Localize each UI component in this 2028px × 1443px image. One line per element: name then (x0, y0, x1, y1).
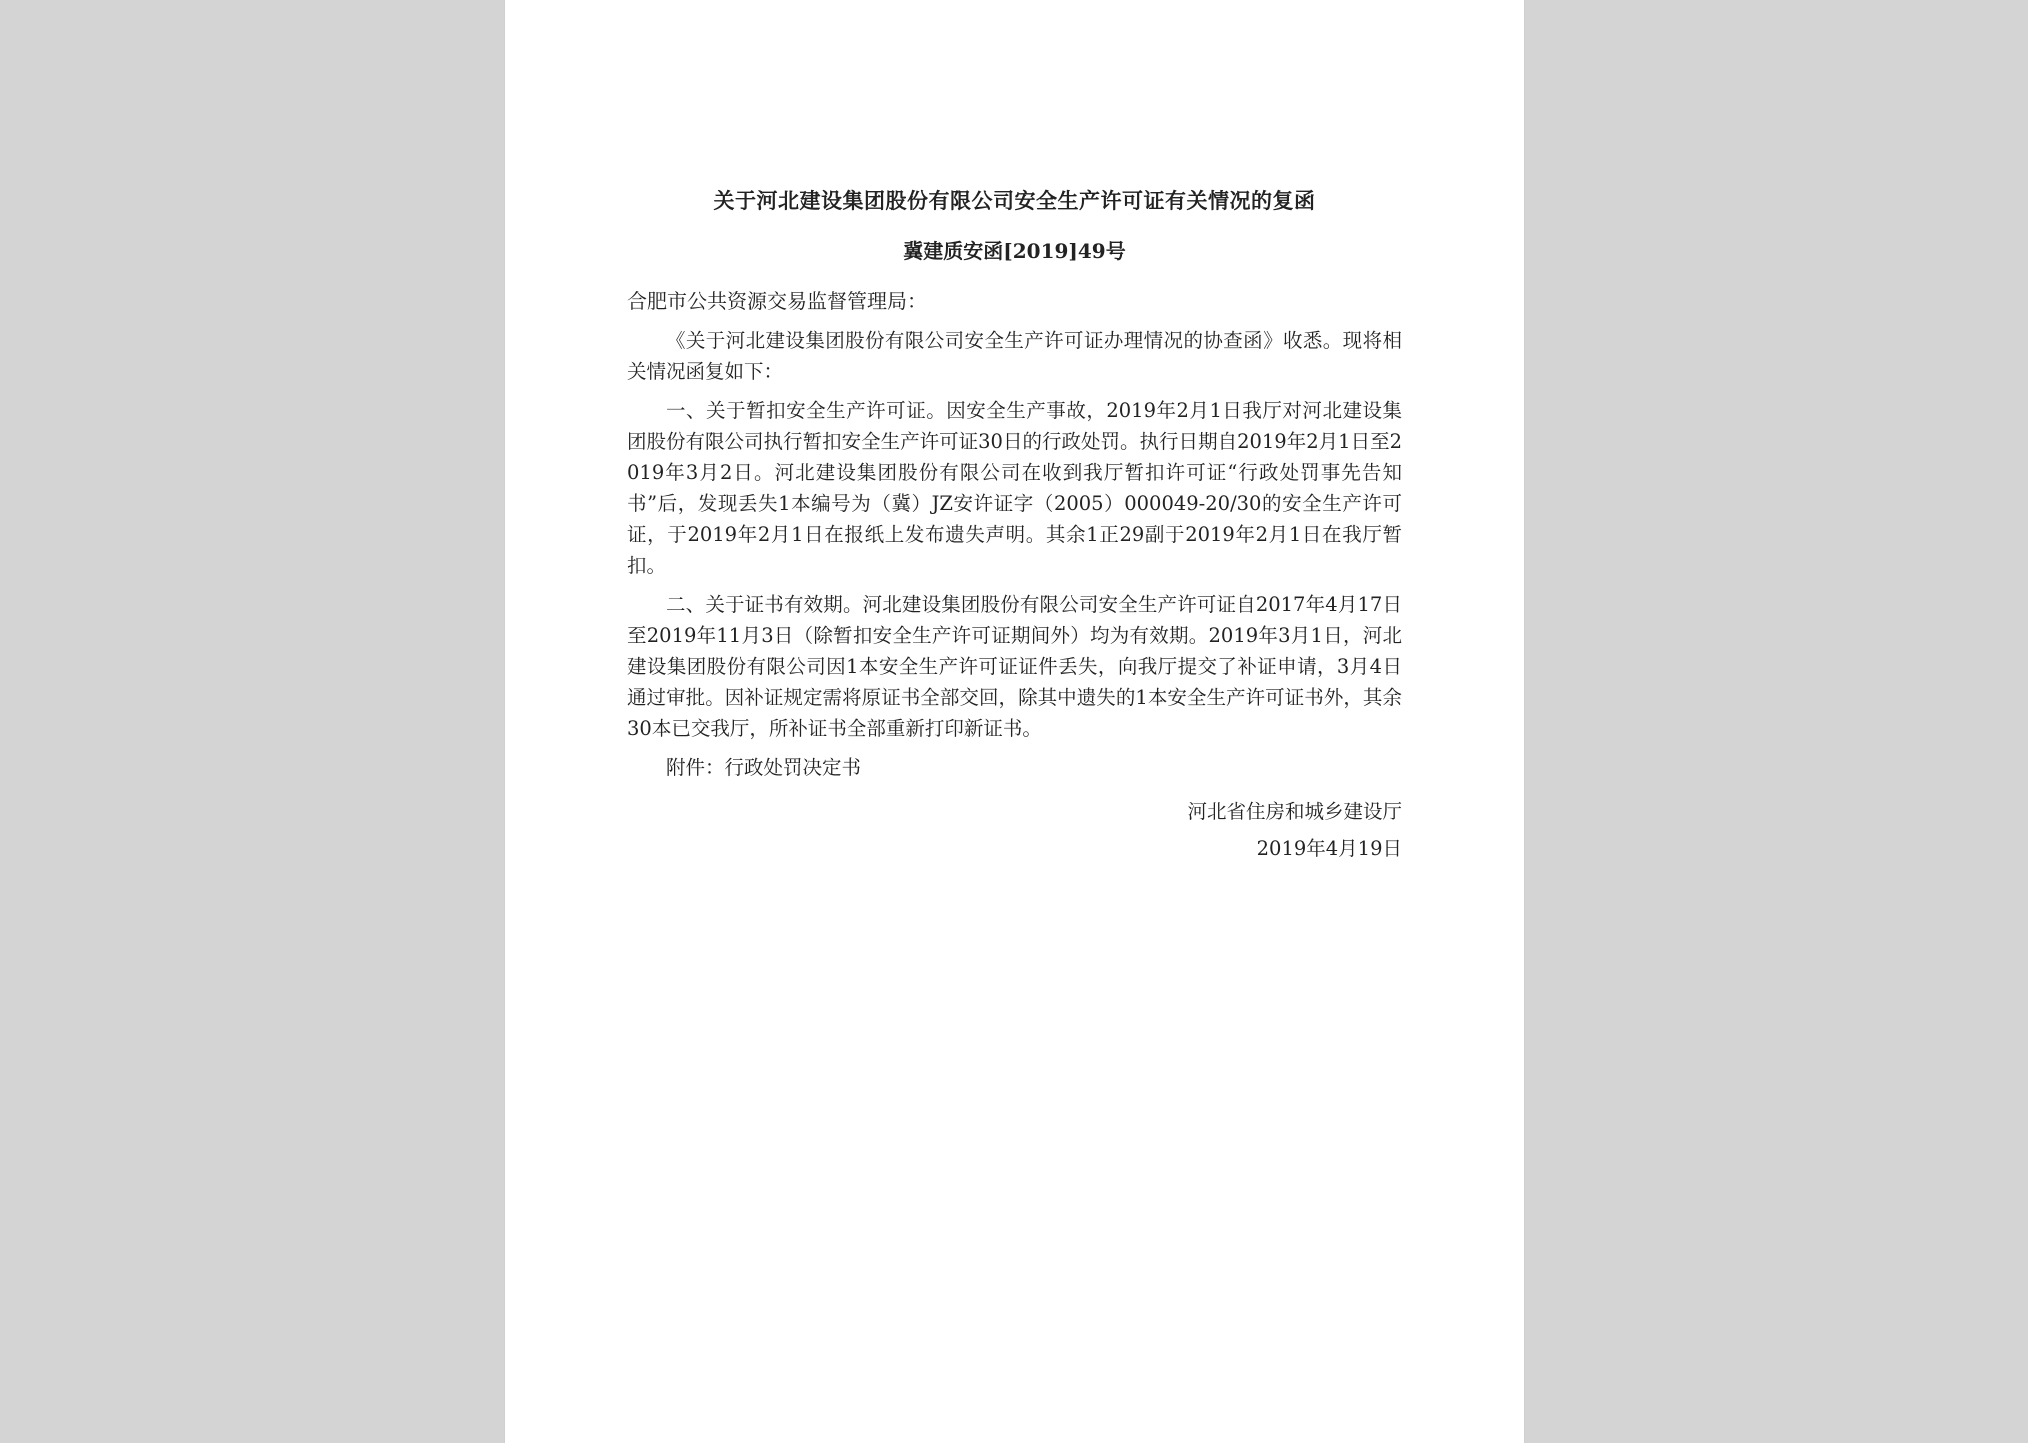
document-title: 关于河北建设集团股份有限公司安全生产许可证有关情况的复函 (713, 188, 1316, 213)
document-number: 冀建质安函[2019]49号 (903, 239, 1126, 263)
issuer-name: 河北省住房和城乡建设厅 (1187, 800, 1402, 823)
issue-date: 2019年4月19日 (1256, 837, 1402, 860)
document-page (505, 0, 1524, 1443)
signature-block (627, 793, 1402, 867)
body-paragraph-intro: 《关于河北建设集团股份有限公司安全生产许可证办理情况的协查函》收悉。现将相关情况函复如下： (627, 329, 1402, 383)
body-paragraph-validity: 二、关于证书有效期。河北建设集团股份有限公司安全生产许可证自2017年4月17日至2019年11月3日（除暂扣安全生产许可证期间外）均为有效期。2019年3月1日，河北建设集团股份有限公司因1本安全生产许可证证件丢失，向我厅提交了补证申请，3月4日通过审批。因补证规定需将原证书全部交回，除其中遗失的1本安全生产许可证书外，其余30本已交我厅，所补证书全部重新打印新证书。 (627, 593, 1402, 740)
attachment-note: 附件：行政处罚决定书 (666, 756, 862, 779)
document-content (627, 186, 1402, 867)
addressee: 合肥市公共资源交易监督管理局： (627, 289, 927, 313)
body-paragraph-suspension: 一、关于暂扣安全生产许可证。因安全生产事故，2019年2月1日我厅对河北建设集团股份有限公司执行暂扣安全生产许可证30日的行政处罚。执行日期自2019年2月1日至2019年3月2日。河北建设集团股份有限公司在收到我厅暂扣许可证“行政处罚事先告知书”后，发现丢失1本编号为（冀）JZ安许证字（2005）000049-20/30的安全生产许可证，于2019年2月1日在报纸上发布遗失声明。其余1正29副于2019年2月1日在我厅暂扣。 (627, 399, 1402, 577)
